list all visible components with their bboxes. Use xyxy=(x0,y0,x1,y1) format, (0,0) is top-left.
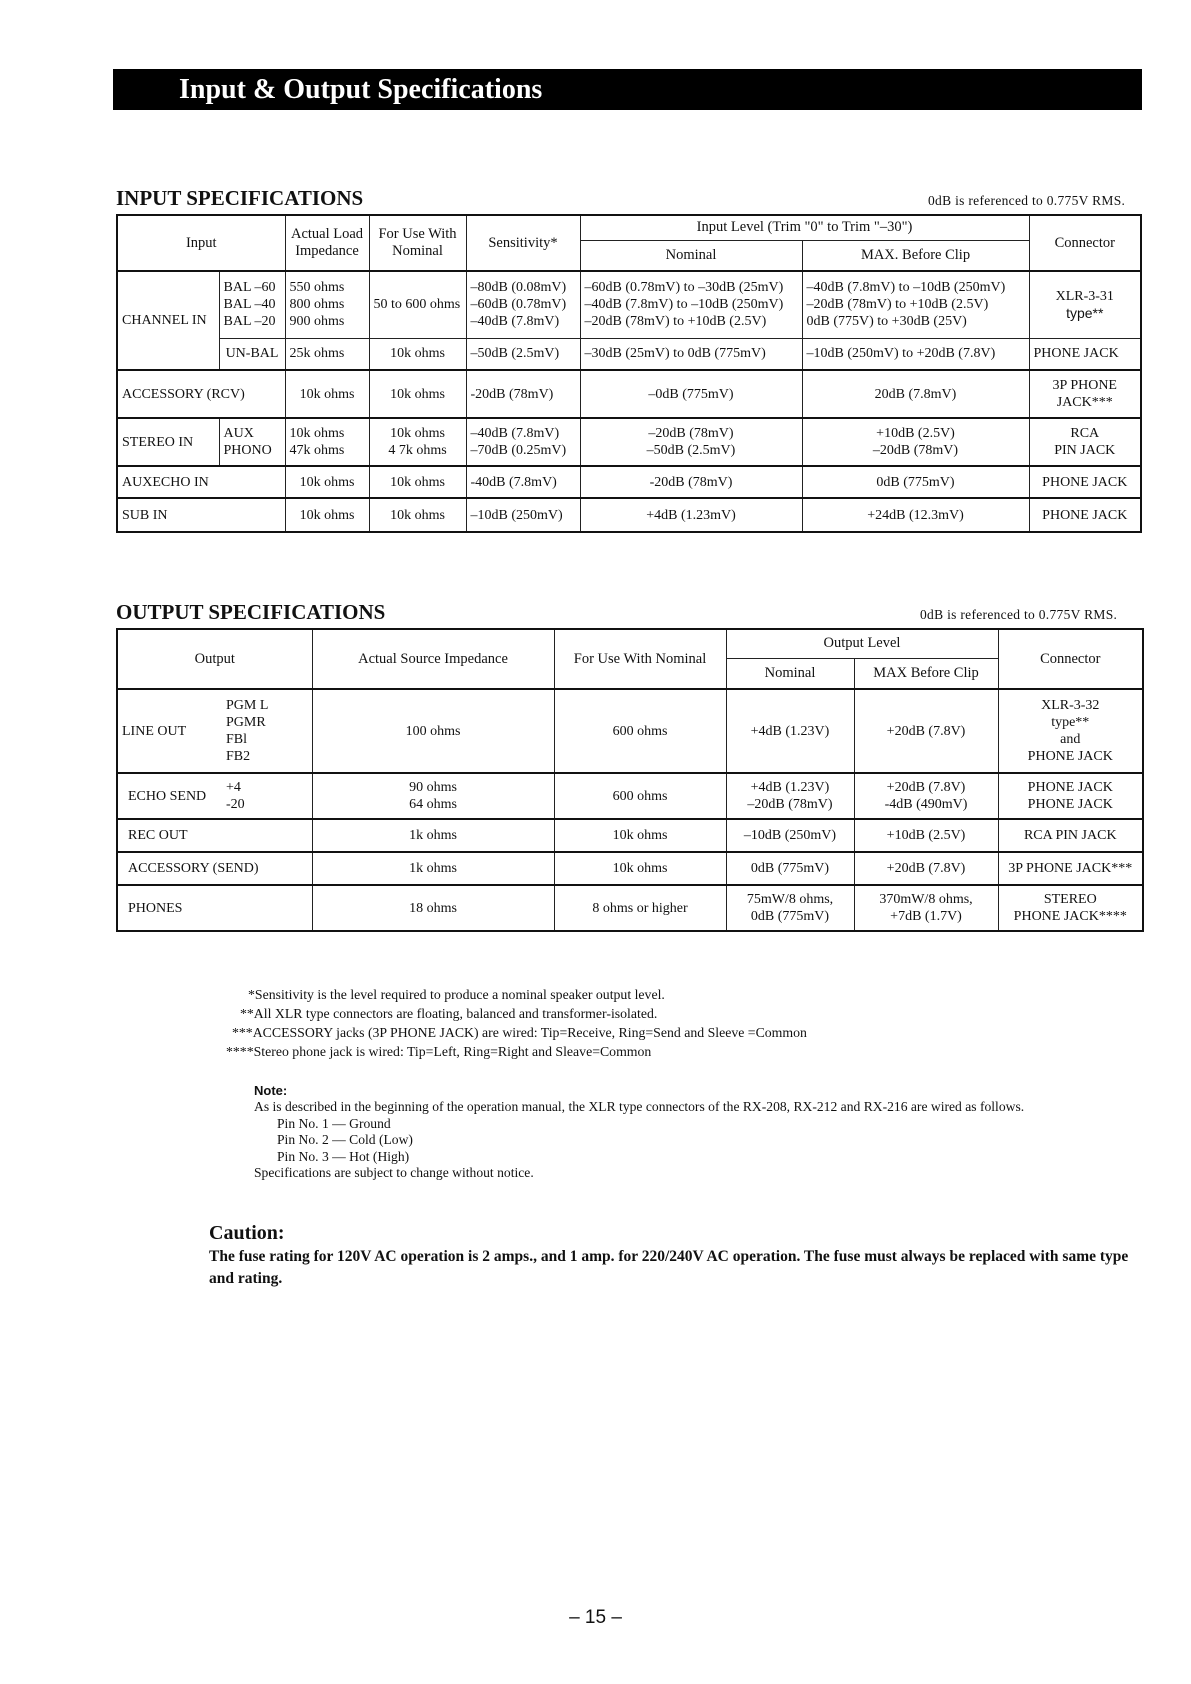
footnote-accessory: ***ACCESSORY jacks (3P PHONE JACK) are wired: Tip=Receive, Ring=Send and Sleeve =Common xyxy=(232,1025,807,1040)
echo-send-source: 90 ohms 64 ohms xyxy=(312,773,554,819)
input-header-input: Input xyxy=(117,215,285,271)
input-header-nominal: Nominal xyxy=(580,240,802,271)
table-row xyxy=(117,418,1141,466)
note-pin-3: Pin No. 3 — Hot (High) xyxy=(277,1148,410,1164)
accessory-send-use-with: 10k ohms xyxy=(554,852,726,885)
table-row xyxy=(117,773,1143,819)
phones-connector: STEREO PHONE JACK**** xyxy=(998,885,1143,931)
line-out-source: 100 ohms xyxy=(312,689,554,773)
accessory-send-source: 1k ohms xyxy=(312,852,554,885)
sub-in-label: SUB IN xyxy=(117,498,285,532)
input-spec-table xyxy=(116,214,1142,533)
bal-sensitivity: –80dB (0.08mV) –60dB (0.78mV) –40dB (7.8mV) xyxy=(466,271,580,338)
echo-send-use-with: 600 ohms xyxy=(554,773,726,819)
bal-nominal: –60dB (0.78mV) to –30dB (25mV) –40dB (7.8mV) to –10dB (250mV) –20dB (78mV) to +10dB (2.5V) xyxy=(580,271,802,338)
input-spec-heading: INPUT SPECIFICATIONS xyxy=(116,186,364,210)
phones-source: 18 ohms xyxy=(312,885,554,931)
rec-out-use-with: 10k ohms xyxy=(554,819,726,852)
note-pin-1: Pin No. 1 — Ground xyxy=(277,1115,391,1131)
rec-out-source: 1k ohms xyxy=(312,819,554,852)
rec-out-label: REC OUT xyxy=(117,819,312,852)
unbal-use-with: 10k ohms xyxy=(369,338,466,370)
caution-text: The fuse rating for 120V AC operation is 2 amps., and 1 amp. for 220/240V AC operation. The fuse must always be replaced with same type and rating. xyxy=(209,1248,1129,1287)
rec-out-connector: RCA PIN JACK xyxy=(998,819,1143,852)
note-intro: As is described in the beginning of the operation manual, the XLR type connectors of the RX-208, RX-212 and RX-216 are wired as follows. xyxy=(254,1099,1025,1114)
accessory-send-nominal: 0dB (775mV) xyxy=(726,852,854,885)
output-header-max: MAX Before Clip xyxy=(854,658,998,689)
echo-send-subs: +4 -20 xyxy=(222,773,312,819)
echo-send-connector: PHONE JACK PHONE JACK xyxy=(998,773,1143,819)
accessory-rcv-connector: 3P PHONE JACK*** xyxy=(1029,370,1141,418)
aux-echo-in-connector: PHONE JACK xyxy=(1029,466,1141,498)
note-label: Note: xyxy=(254,1083,288,1098)
line-out-connector: XLR-3-32 type** and PHONE JACK xyxy=(998,689,1143,773)
table-row xyxy=(117,338,1141,370)
sub-in-connector: PHONE JACK xyxy=(1029,498,1141,532)
table-row xyxy=(117,819,1143,852)
table-row xyxy=(117,370,1141,418)
unbal-max: –10dB (250mV) to +20dB (7.8V) xyxy=(802,338,1029,370)
accessory-rcv-load: 10k ohms xyxy=(285,370,369,418)
accessory-rcv-sensitivity: -20dB (78mV) xyxy=(466,370,580,418)
output-header-source: Actual Source Impedance xyxy=(312,629,554,689)
input-header-sensitivity: Sensitivity* xyxy=(466,215,580,271)
accessory-send-connector: 3P PHONE JACK*** xyxy=(998,852,1143,885)
input-header-use-with: For Use With Nominal xyxy=(369,215,466,271)
output-header-nominal: Nominal xyxy=(726,658,854,689)
channel-in-label: CHANNEL IN xyxy=(117,271,219,370)
accessory-rcv-use-with: 10k ohms xyxy=(369,370,466,418)
unbal-connector: PHONE JACK xyxy=(1029,338,1141,370)
input-header-connector: Connector xyxy=(1029,215,1141,271)
stereo-in-load: 10k ohms 47k ohms xyxy=(285,418,369,466)
output-spec-table xyxy=(116,628,1144,932)
table-row xyxy=(117,498,1141,532)
phones-use-with: 8 ohms or higher xyxy=(554,885,726,931)
table-row xyxy=(117,852,1143,885)
phones-label: PHONES xyxy=(117,885,312,931)
rec-out-nominal: –10dB (250mV) xyxy=(726,819,854,852)
line-out-nominal: +4dB (1.23V) xyxy=(726,689,854,773)
unbal-type: UN-BAL xyxy=(219,338,285,370)
sub-in-sensitivity: –10dB (250mV) xyxy=(466,498,580,532)
table-row xyxy=(117,689,1143,773)
caution-title: Caution: xyxy=(209,1222,285,1244)
line-out-subs: PGM L PGMR FBl FB2 xyxy=(222,689,312,773)
bal-max: –40dB (7.8mV) to –10dB (250mV) –20dB (78mV) to +10dB (2.5V) 0dB (775V) to +30dB (25V) xyxy=(802,271,1029,338)
footnote-stereo: ****Stereo phone jack is wired: Tip=Left, Ring=Right and Sleave=Common xyxy=(226,1044,652,1059)
aux-echo-in-label: AUXECHO IN xyxy=(117,466,285,498)
aux-echo-in-nominal: -20dB (78mV) xyxy=(580,466,802,498)
output-header-use-with: For Use With Nominal xyxy=(554,629,726,689)
footnote-sensitivity: *Sensitivity is the level required to produce a nominal speaker output level. xyxy=(248,987,665,1002)
line-out-label: LINE OUT xyxy=(117,689,222,773)
line-out-use-with: 600 ohms xyxy=(554,689,726,773)
phones-max: 370mW/8 ohms, +7dB (1.7V) xyxy=(854,885,998,931)
accessory-rcv-nominal: –0dB (775mV) xyxy=(580,370,802,418)
input-header-max: MAX. Before Clip xyxy=(802,240,1029,271)
output-spec-heading: OUTPUT SPECIFICATIONS xyxy=(116,600,386,624)
stereo-in-sensitivity: –40dB (7.8mV) –70dB (0.25mV) xyxy=(466,418,580,466)
output-header-output-level: Output Level xyxy=(726,629,998,658)
note-body xyxy=(254,1099,1024,1182)
echo-send-label: ECHO SEND xyxy=(117,773,222,819)
stereo-in-label: STEREO IN xyxy=(117,418,219,466)
stereo-in-nominal: –20dB (78mV) –50dB (2.5mV) xyxy=(580,418,802,466)
aux-echo-in-max: 0dB (775mV) xyxy=(802,466,1029,498)
sub-in-max: +24dB (12.3mV) xyxy=(802,498,1029,532)
phones-nominal: 75mW/8 ohms, 0dB (775mV) xyxy=(726,885,854,931)
sub-in-use-with: 10k ohms xyxy=(369,498,466,532)
note-disclaimer: Specifications are subject to change without notice. xyxy=(254,1165,534,1180)
stereo-in-max: +10dB (2.5V) –20dB (78mV) xyxy=(802,418,1029,466)
input-reference-note: 0dB is referenced to 0.775V RMS. xyxy=(928,193,1126,208)
unbal-sensitivity: –50dB (2.5mV) xyxy=(466,338,580,370)
bal-load: 550 ohms 800 ohms 900 ohms xyxy=(285,271,369,338)
echo-send-nominal: +4dB (1.23V) –20dB (78mV) xyxy=(726,773,854,819)
note-pin-2: Pin No. 2 — Cold (Low) xyxy=(277,1132,413,1147)
echo-send-max: +20dB (7.8V) -4dB (490mV) xyxy=(854,773,998,819)
stereo-in-types: AUX PHONO xyxy=(219,418,285,466)
input-header-load: Actual Load Impedance xyxy=(285,215,369,271)
unbal-nominal: –30dB (25mV) to 0dB (775mV) xyxy=(580,338,802,370)
aux-echo-in-sensitivity: -40dB (7.8mV) xyxy=(466,466,580,498)
accessory-rcv-max: 20dB (7.8mV) xyxy=(802,370,1029,418)
footnote-xlr: **All XLR type connectors are floating, balanced and transformer-isolated. xyxy=(240,1006,658,1021)
sub-in-load: 10k ohms xyxy=(285,498,369,532)
accessory-send-label: ACCESSORY (SEND) xyxy=(117,852,312,885)
output-header-output: Output xyxy=(117,629,312,689)
table-row xyxy=(117,466,1141,498)
line-out-max: +20dB (7.8V) xyxy=(854,689,998,773)
bal-types: BAL –60 BAL –40 BAL –20 xyxy=(219,271,285,338)
page-number: – 15 – xyxy=(569,1607,622,1628)
aux-echo-in-load: 10k ohms xyxy=(285,466,369,498)
bal-use-with: 50 to 600 ohms xyxy=(369,271,466,338)
sub-in-nominal: +4dB (1.23mV) xyxy=(580,498,802,532)
stereo-in-connector: RCA PIN JACK xyxy=(1029,418,1141,466)
table-row xyxy=(117,271,1141,338)
bal-connector: XLR-3-31 type** xyxy=(1029,271,1141,338)
table-row xyxy=(117,885,1143,931)
input-header-input-level: Input Level (Trim "0" to Trim "–30") xyxy=(580,215,1029,240)
unbal-load: 25k ohms xyxy=(285,338,369,370)
accessory-rcv-label: ACCESSORY (RCV) xyxy=(117,370,285,418)
output-reference-note: 0dB is referenced to 0.775V RMS. xyxy=(920,607,1118,622)
aux-echo-in-use-with: 10k ohms xyxy=(369,466,466,498)
output-header-connector: Connector xyxy=(998,629,1143,689)
stereo-in-use-with: 10k ohms 4 7k ohms xyxy=(369,418,466,466)
page-title: Input & Output Specifications xyxy=(113,69,1142,110)
rec-out-max: +10dB (2.5V) xyxy=(854,819,998,852)
accessory-send-max: +20dB (7.8V) xyxy=(854,852,998,885)
